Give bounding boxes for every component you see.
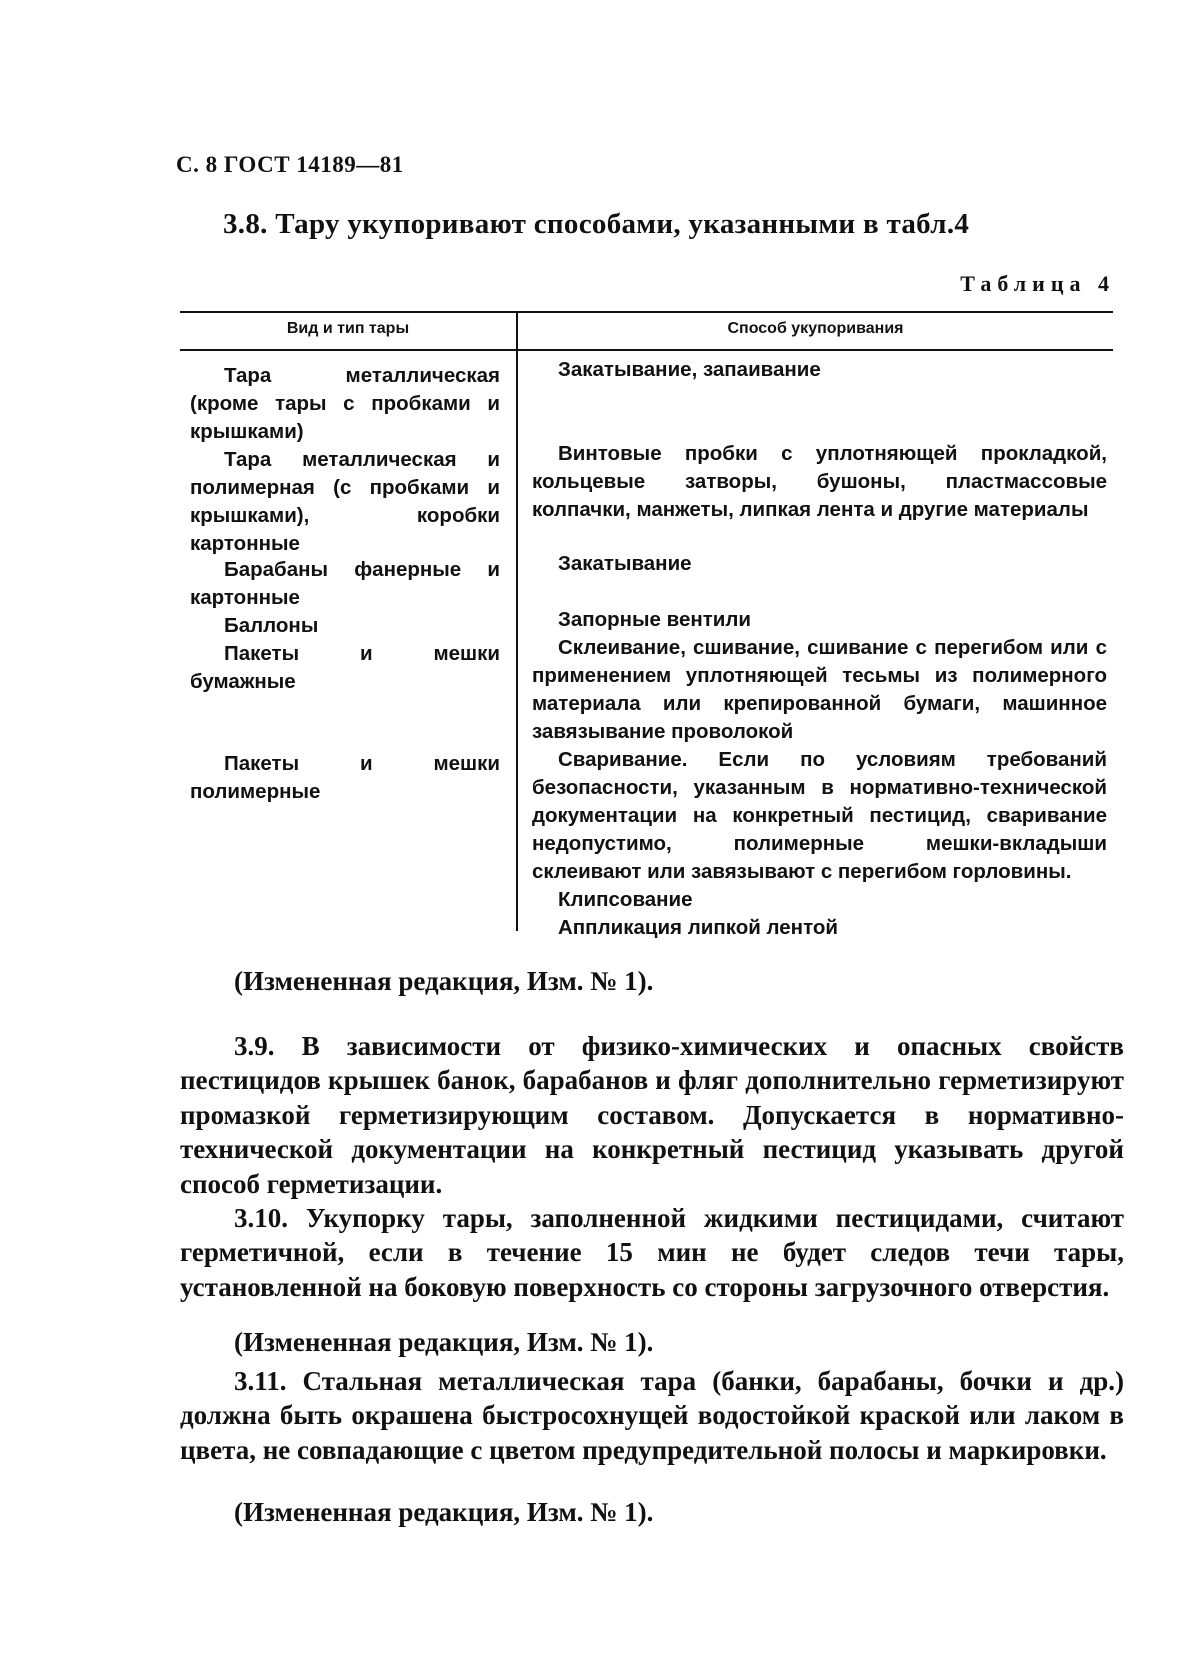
body-text — [180, 1029, 1124, 1304]
table-column-divider — [516, 311, 518, 931]
section-3-8-text: 3.8. Тару укупоривают способами, указанными в табл.4 — [223, 208, 970, 240]
table-cell-type: Пакеты и мешки полимерные — [190, 752, 500, 803]
paragraph-3-10: 3.10. Укупорку тары, заполненной жидкими пестицидами, считают герметичной, если в течение 15 мин не будет следов течи тары, установленной на боковую поверхность со стороны загрузочного отверстия. — [180, 1203, 1124, 1302]
table-cell-method: Закатывание, запаивание — [558, 358, 821, 381]
paragraph-3-9: 3.9. В зависимости от физико-химических и опасных свойств пестицидов крышек банок, барабанов и фляг дополнительно герметизируют промазкой герметизирующим составом. Допускается в нормативно-технической документации на конкретный пестицид указывать другой способ герметизации. — [180, 1031, 1124, 1199]
edit-note: (Измененная редакция, Изм. № 1). — [234, 966, 654, 996]
table-cell-method: Склеивание, сшивание, сшивание с перегибом или с применением уплотняющей тесьмы из полимерного материала или крепированной бумаги, машинное завязывание проволокой — [532, 636, 1107, 743]
table-cell-method: Закатывание — [558, 552, 692, 575]
method-text: Сваривание. Если по условиям требований безопасности, указанным в нормативно-технической документации на конкретный пестицид, сваривание недопустимо, полимерные мешки-вкладыши склеивают или завязывают с перегибом горловины. — [532, 748, 1107, 883]
table-cell-method: Запорные вентили — [558, 608, 752, 631]
paragraph-3-11: 3.11. Стальная металлическая тара (банки, барабаны, бочки и др.) должна быть окрашена быстросохнущей водостойкой краской или лаком в цвета, не совпадающие с цветом предупредительной полосы и маркировки. — [180, 1366, 1124, 1465]
edit-note: (Измененная редакция, Изм. № 1). — [234, 1327, 654, 1357]
table-cell-type: Пакеты и мешки бумажные — [190, 642, 500, 693]
table-cell-method — [532, 746, 1107, 942]
table-cell-type: Тара металлическая (кроме тары с пробками и крышками) — [190, 364, 500, 443]
edit-note: (Измененная редакция, Изм. № 1). — [234, 1497, 654, 1527]
table-caption: Таблица 4 — [960, 271, 1115, 296]
method-extra-clip: Клипсование — [558, 888, 693, 911]
table-top-rule — [180, 311, 1113, 313]
table-cell-method: Винтовые пробки с уплотняющей прокладкой, кольцевые затворы, бушоны, пластмассовые колпачки, манжеты, липкая лента и другие материалы — [532, 442, 1107, 521]
table-cell-type: Тара металлическая и полимерная (с пробками и крышками), коробки картонные — [190, 448, 500, 555]
page-header: С. 8 ГОСТ 14189—81 — [176, 152, 404, 177]
table-header-rule — [180, 349, 1113, 351]
table-cell-type: Барабаны фанерные и картонные — [190, 558, 500, 609]
method-extra-tape: Аппликация липкой лентой — [558, 916, 838, 939]
table-cell-type: Баллоны — [224, 614, 319, 637]
column-header-method: Способ укупоривания — [727, 320, 904, 337]
body-text-2 — [180, 1364, 1124, 1467]
column-header-type: Вид и тип тары — [286, 320, 410, 337]
